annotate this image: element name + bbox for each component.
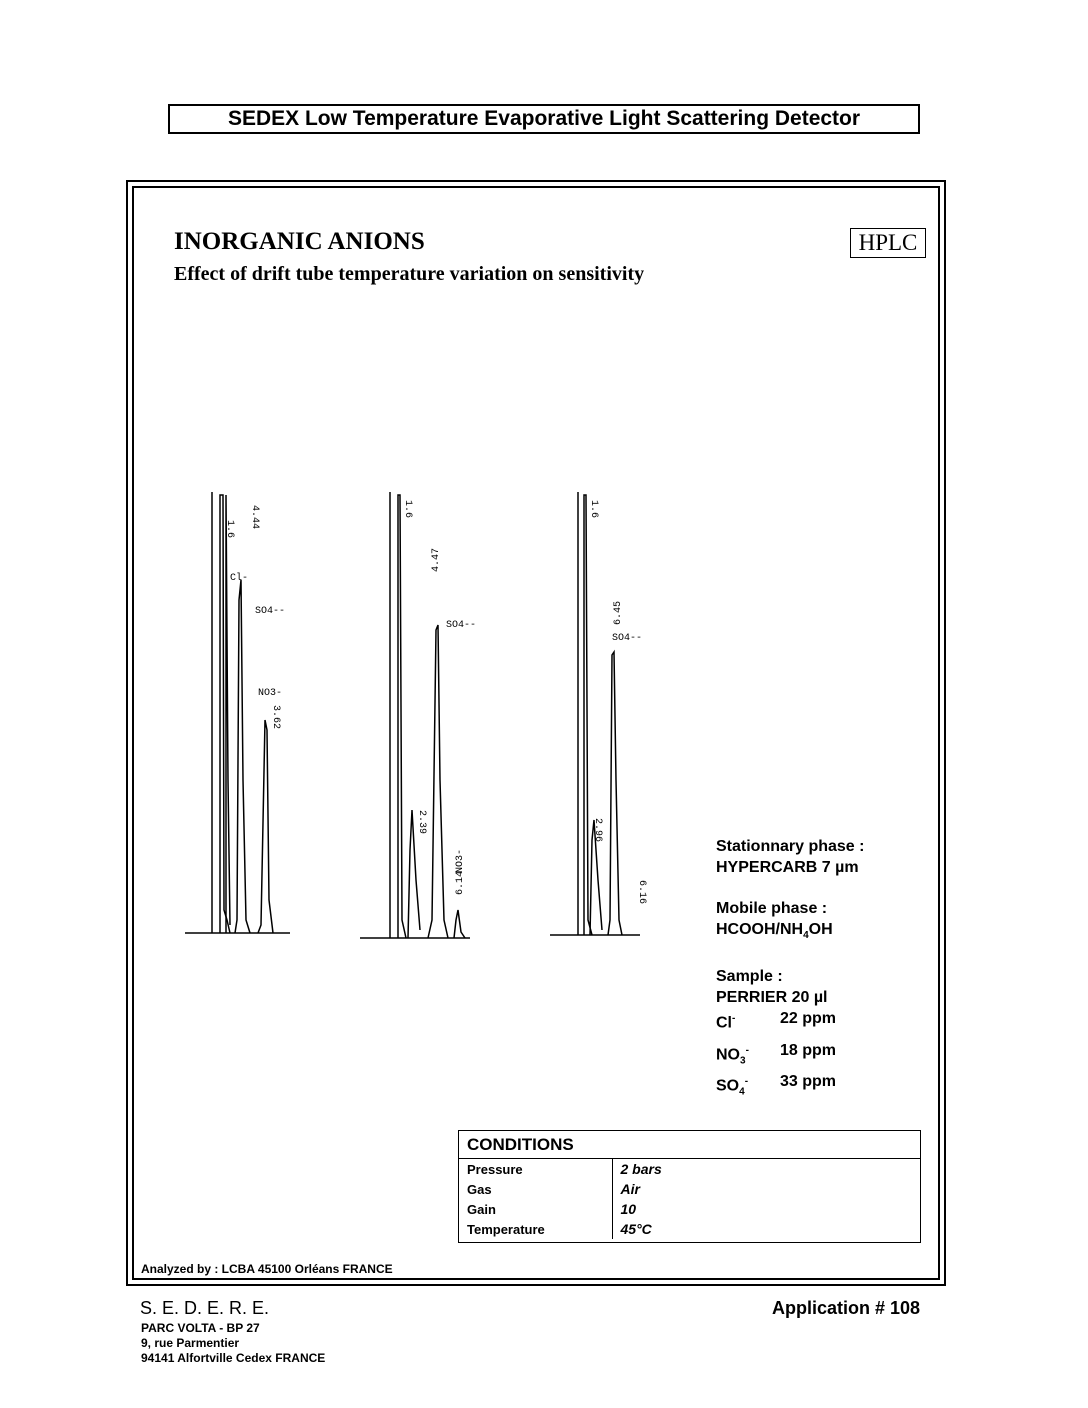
ion-sup: - <box>732 1013 736 1025</box>
chrom2-label-6: 6.14 <box>455 870 466 895</box>
chrom1-label-6: 3.62 <box>270 705 281 730</box>
condition-label: Gain <box>467 1201 496 1217</box>
ion-row <box>716 1008 864 1040</box>
chrom2-label-4: 2.39 <box>416 810 427 835</box>
chrom3-label-4: 2.96 <box>592 818 603 843</box>
ion-row <box>716 1040 864 1072</box>
condition-label: Gas <box>467 1181 492 1197</box>
ion-sub: 3 <box>740 1055 746 1067</box>
table-row <box>459 1219 920 1239</box>
chromatogram-2 <box>360 492 470 938</box>
chromatograms <box>180 480 650 950</box>
header-title: SEDEX Low Temperature Evaporative Light Scattering Detector <box>227 107 861 130</box>
chrom2-label-2: 4.47 <box>431 547 442 572</box>
ion-ppm: 22 ppm <box>780 1010 837 1028</box>
ion-name: NO <box>716 1046 740 1064</box>
ion-sup: - <box>745 1044 749 1056</box>
chrom1-label-5: NO3- <box>258 688 283 699</box>
table-row <box>459 1179 920 1199</box>
chrom2-label-3: SO4-- <box>446 620 477 631</box>
ion-sup: - <box>744 1076 749 1088</box>
mobile-phase-label: Mobile phase : <box>716 900 828 917</box>
condition-label: Temperature <box>467 1221 545 1237</box>
company-name: S. E. D. E. R. E. <box>140 1298 270 1318</box>
table-row <box>459 1159 920 1179</box>
chrom3-label-3: SO4-- <box>612 633 643 644</box>
sample-value: PERRIER 20 µl <box>716 989 828 1007</box>
chrom3-label-1: 1.6 <box>588 500 599 519</box>
page-subtitle: Effect of drift tube temperature variation on sensitivity <box>174 263 645 285</box>
ion-ppm: 18 ppm <box>780 1041 837 1059</box>
mobile-phase-b: OH <box>808 921 833 938</box>
ion-name: SO <box>716 1077 740 1095</box>
analyzed-by: Analyzed by : LCBA 45100 Orléans FRANCE <box>141 1262 393 1276</box>
address-line-2: 9, rue Parmentier <box>141 1336 240 1350</box>
header-title-box <box>168 104 920 134</box>
method-info <box>716 836 864 1103</box>
hplc-badge <box>850 228 926 258</box>
table-row <box>459 1199 920 1219</box>
stationary-phase-label: Stationnary phase : <box>716 838 865 855</box>
ion-name: Cl <box>716 1014 732 1032</box>
condition-value: Air <box>612 1179 920 1199</box>
sample-label: Sample : <box>716 968 783 986</box>
chrom3-label-5: 6.16 <box>636 880 647 905</box>
condition-label: Pressure <box>467 1161 523 1177</box>
conditions-heading: CONDITIONS <box>459 1131 920 1159</box>
company-address <box>141 1321 325 1366</box>
application-number: Application # 108 <box>772 1298 921 1318</box>
chrom1-label-2: 4.44 <box>249 505 260 530</box>
mobile-phase-sub: 4 <box>803 930 809 942</box>
condition-value: 10 <box>612 1199 920 1219</box>
chrom2-label-5: NO3- <box>455 848 466 873</box>
address-line-1: PARC VOLTA - BP 27 <box>141 1321 260 1335</box>
chrom1-label-3: Cl- <box>230 573 249 584</box>
page-title: INORGANIC ANIONS <box>174 228 425 255</box>
ion-ppm: 33 ppm <box>780 1073 837 1091</box>
condition-value: 2 bars <box>612 1159 920 1179</box>
chrom2-label-1: 1.6 <box>402 500 413 519</box>
chrom1-label-4: SO4-- <box>255 606 286 617</box>
mobile-phase-value <box>716 919 864 946</box>
hplc-badge-label: HPLC <box>858 230 918 255</box>
condition-value: 45°C <box>612 1219 920 1239</box>
address-line-3: 94141 Alfortville Cedex FRANCE <box>141 1351 326 1365</box>
conditions-rows <box>459 1159 920 1239</box>
chrom3-label-2: 6.45 <box>613 600 624 625</box>
stationary-phase-value: HYPERCARB 7 µm <box>716 859 859 876</box>
mobile-phase-a: HCOOH/NH <box>716 921 804 938</box>
ion-sub: 4 <box>739 1086 745 1098</box>
conditions-table <box>458 1130 921 1243</box>
chrom1-label-1: 1.6 <box>224 520 235 539</box>
ion-row <box>716 1071 864 1103</box>
